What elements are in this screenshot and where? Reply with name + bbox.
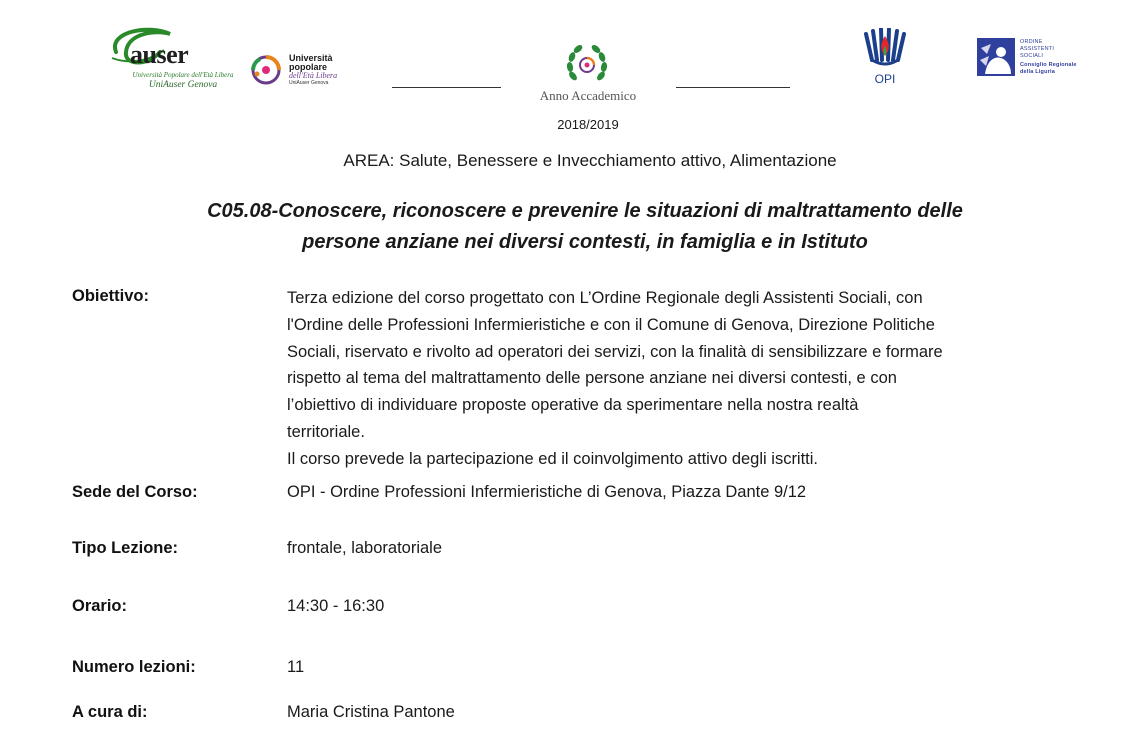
- obiettivo-line: rispetto al tema del maltrattamento delle persone anziane nei diversi contesti, e con: [287, 369, 897, 388]
- universita-popolare-line4: UniAuser Genova: [289, 80, 329, 86]
- numero-lezioni-label: Numero lezioni:: [72, 658, 196, 676]
- obiettivo-line: l'Ordine delle Professioni Infermieristiche e con il Comune di Genova, Direzione Politiche: [287, 315, 935, 334]
- ordine-line4: Consiglio Regionale: [1020, 62, 1077, 68]
- numero-lezioni-value: 11: [287, 658, 305, 676]
- ordine-assistenti-sociali-icon: [977, 38, 1015, 76]
- orario-label: Orario:: [72, 597, 128, 615]
- obiettivo-line: territoriale.: [287, 422, 365, 441]
- obiettivo-line: Il corso prevede la partecipazione ed il coinvolgimento attivo degli iscritti.: [287, 449, 819, 468]
- ordine-line3: SOCIALI: [1020, 53, 1044, 59]
- course-title: [0, 196, 1137, 258]
- obiettivo-line: l’obiettivo di individuare proposte operative da sperimentare nella nostra realtà: [287, 396, 859, 415]
- a-cura-di-label: A cura di:: [72, 703, 148, 721]
- opi-flame-icon: [858, 28, 912, 68]
- tipo-lezione-value: frontale, laboratoriale: [287, 539, 443, 557]
- anno-accademico-label: Anno Accademico: [539, 88, 637, 103]
- universita-popolare-icon: [246, 50, 286, 90]
- a-cura-di-value: Maria Cristina Pantone: [287, 703, 455, 721]
- obiettivo-text: [287, 285, 1117, 473]
- auser-subtitle: Università Popolare dell'Età Libera: [132, 71, 234, 79]
- orario-value: 14:30 - 16:30: [287, 597, 385, 615]
- auser-tagline: UniAuser Genova: [148, 80, 218, 90]
- universita-popolare-line2: popolare: [289, 62, 328, 72]
- header-divider-left: [392, 87, 501, 88]
- ordine-line2: ASSISTENTI: [1020, 46, 1055, 52]
- laurel-wreath-icon: [563, 42, 611, 88]
- auser-wordmark: auser: [130, 40, 189, 69]
- universita-popolare-line3: dell'Età Libera: [289, 71, 338, 80]
- ordine-line5: della Liguria: [1020, 69, 1055, 75]
- ordine-line1: ORDINE: [1020, 39, 1043, 45]
- sede-value: OPI - Ordine Professioni Infermieristiche di Genova, Piazza Dante 9/12: [287, 483, 807, 501]
- area-heading: AREA: Salute, Benessere e Invecchiamento attivo, Alimentazione: [343, 151, 837, 170]
- obiettivo-label: Obiettivo:: [72, 287, 149, 305]
- opi-wordmark: OPI: [874, 72, 896, 86]
- universita-popolare-line1: Università: [289, 53, 333, 63]
- course-title-line1: C05.08-Conoscere, riconoscere e prevenire le situazioni di maltrattamento delle: [207, 200, 963, 222]
- obiettivo-line: Terza edizione del corso progettato con L’Ordine Regionale degli Assistenti Sociali, con: [287, 289, 923, 307]
- header-divider-right: [676, 87, 790, 88]
- obiettivo-line: Sociali, riservato e rivolto ad operatori dei servizi, con la finalità di sensibilizzare e formare: [287, 342, 943, 361]
- tipo-lezione-label: Tipo Lezione:: [72, 539, 179, 557]
- sede-label: Sede del Corso:: [72, 483, 198, 501]
- course-title-line2: persone anziane nei diversi contesti, in famiglia e in Istituto: [302, 231, 868, 253]
- academic-year: 2018/2019: [557, 117, 619, 132]
